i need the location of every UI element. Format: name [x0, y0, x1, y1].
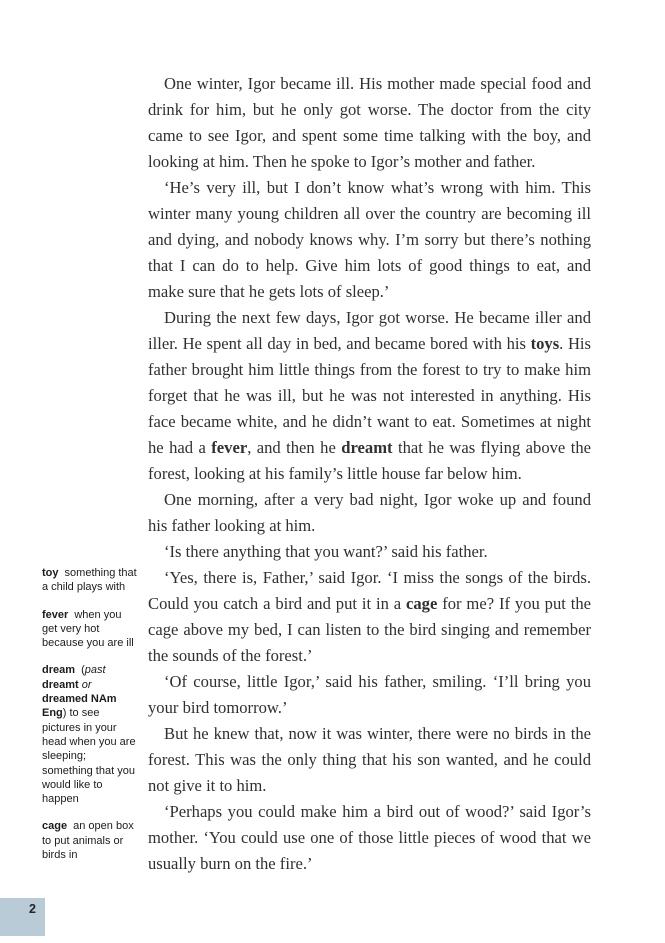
page-number: 2: [29, 902, 36, 916]
glossary: [42, 566, 139, 875]
glossary-definition-run: (: [78, 664, 85, 677]
story-paragraph: [148, 305, 591, 487]
story-paragraph: [148, 669, 591, 721]
story-paragraph: [148, 539, 591, 565]
glossary-definition-run: when you get very hot because you are ill: [42, 608, 134, 650]
story-text-run: ‘He’s very ill, but I don’t know what’s wrong with him. This winter many young children all over the country are becoming ill and dying, and nobody knows why. I’m sorry but there’s nothing that I can do to help. Give him lots of good things to eat, and make sure that he gets lots of sleep.’: [148, 178, 591, 301]
glossary-styled-run: or: [81, 678, 92, 691]
glossary-headword: dream: [42, 664, 76, 677]
story-bold-word: toys: [530, 334, 560, 353]
story-paragraph: [148, 721, 591, 799]
story-text-run: One morning, after a very bad night, Igor woke up and found his father looking at him.: [148, 490, 591, 535]
glossary-definition-run: something that a child plays with: [42, 567, 137, 594]
story-text-run: ‘Is there anything that you want?’ said his father.: [164, 542, 488, 561]
story-bold-word: fever: [211, 438, 248, 457]
story-text-run: During the next few days, Igor got worse. He became iller and iller. He spent all day in bed, and became bored with his: [148, 308, 591, 353]
glossary-headword: fever: [42, 608, 69, 621]
glossary-entry: [42, 819, 139, 862]
story-paragraph: [148, 565, 591, 669]
glossary-styled-run: past: [84, 664, 106, 677]
story-text-run: But he knew that, now it was winter, there were no birds in the forest. This was the only thing that his son wanted, and he could not give it to him.: [148, 724, 591, 795]
story-text-run: ‘Of course, little Igor,’ said his father, smiling. ‘I’ll bring you your bird tomorrow.’: [148, 672, 591, 717]
story-text-run: , and then he: [247, 438, 342, 457]
glossary-definition-run: an open box to put animals or birds in: [42, 820, 134, 862]
story-bold-word: cage: [406, 594, 438, 613]
glossary-styled-run: dreamed NAm Eng: [42, 693, 117, 720]
story-text-run: that he was flying above the forest, looking at his family’s little house far below him.: [148, 438, 591, 483]
glossary-headword: cage: [42, 820, 68, 833]
story-paragraph: [148, 175, 591, 305]
story-bold-word: dreamt: [341, 438, 393, 457]
glossary-entry: [42, 663, 139, 806]
glossary-entry: [42, 608, 139, 651]
story-text-run: ‘Perhaps you could make him a bird out of wood?’ said Igor’s mother. ‘You could use one of those little pieces of wood that we usually burn on the fire.’: [148, 802, 591, 873]
story-paragraph: [148, 799, 591, 877]
story-text: [148, 71, 591, 877]
story-text-run: ‘Yes, there is, Father,’ said Igor. ‘I miss the songs of the birds. Could you catch a bird and put it in a: [148, 568, 591, 613]
glossary-definition-run: ) to see pictures in your head when you are sleeping; something that you would like to happen: [42, 707, 136, 806]
story-text-run: for me? If you put the cage above my bed, I can listen to the bird singing and remember the sounds of the forest.’: [148, 594, 592, 665]
page-number-box: [0, 898, 45, 936]
story-paragraph: [148, 71, 591, 175]
story-text-run: . His father brought him little things from the forest to try to make him forget that he was ill, but he was not interested in anything. His face became white, and he didn’t want to eat. Sometimes at night he had a: [148, 334, 591, 457]
story-paragraph: [148, 487, 591, 539]
glossary-styled-run: dreamt: [42, 678, 79, 691]
glossary-headword: toy: [42, 567, 59, 579]
glossary-entry: [42, 566, 139, 595]
story-text-run: One winter, Igor became ill. His mother made special food and drink for him, but he only got worse. The doctor from the city came to see Igor, and spent some time talking with the boy, and looking at him. Then he spoke to Igor’s mother and father.: [148, 74, 591, 171]
